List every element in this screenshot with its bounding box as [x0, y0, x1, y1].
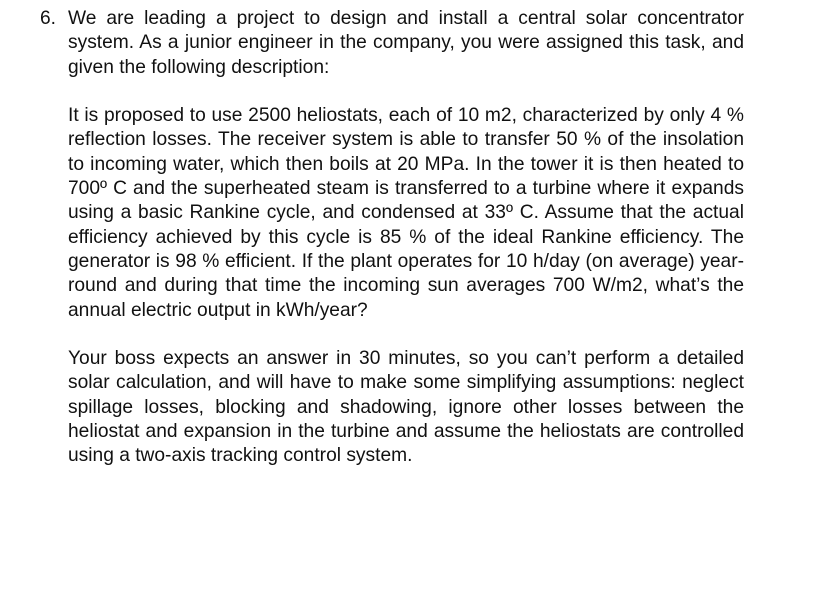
question-body — [68, 7, 744, 469]
question-number: 6. — [40, 8, 57, 29]
description-paragraph: It is proposed to use 2500 heliostats, each of 10 m2, characterized by only 4 % reflection losses. The receiver system is able to transfer 50 % of the insolation to incoming water, which then boils at 20 MPa. In the tower it is then heated to 700º C and the superheated steam is transferred to a turbine where it expands using a basic Rankine cycle, and condensed at 33º C. Assume that the actual efficiency achieved by this cycle is 85 % of the ideal Rankine efficiency. The generator is 98 % efficient. If the plant operates for 10 h/day (on average) year-round and during that time the incoming sun averages 700 W/m2, what’s the annual electric output in kWh/year? — [68, 105, 744, 321]
intro-paragraph: We are leading a project to design and install a central solar concentrator system. As a junior engineer in the company, you were assigned this task, and given the following description: — [68, 8, 744, 78]
assumptions-paragraph: Your boss expects an answer in 30 minutes, so you can’t perform a detailed solar calculation, and will have to make some simplifying assumptions: neglect spillage losses, blocking and shadowing, ignore other losses between the heliostat and expansion in the turbine and assume the heliostats are controlled using a two-axis tracking control system. — [68, 348, 744, 467]
question-block — [40, 7, 744, 469]
